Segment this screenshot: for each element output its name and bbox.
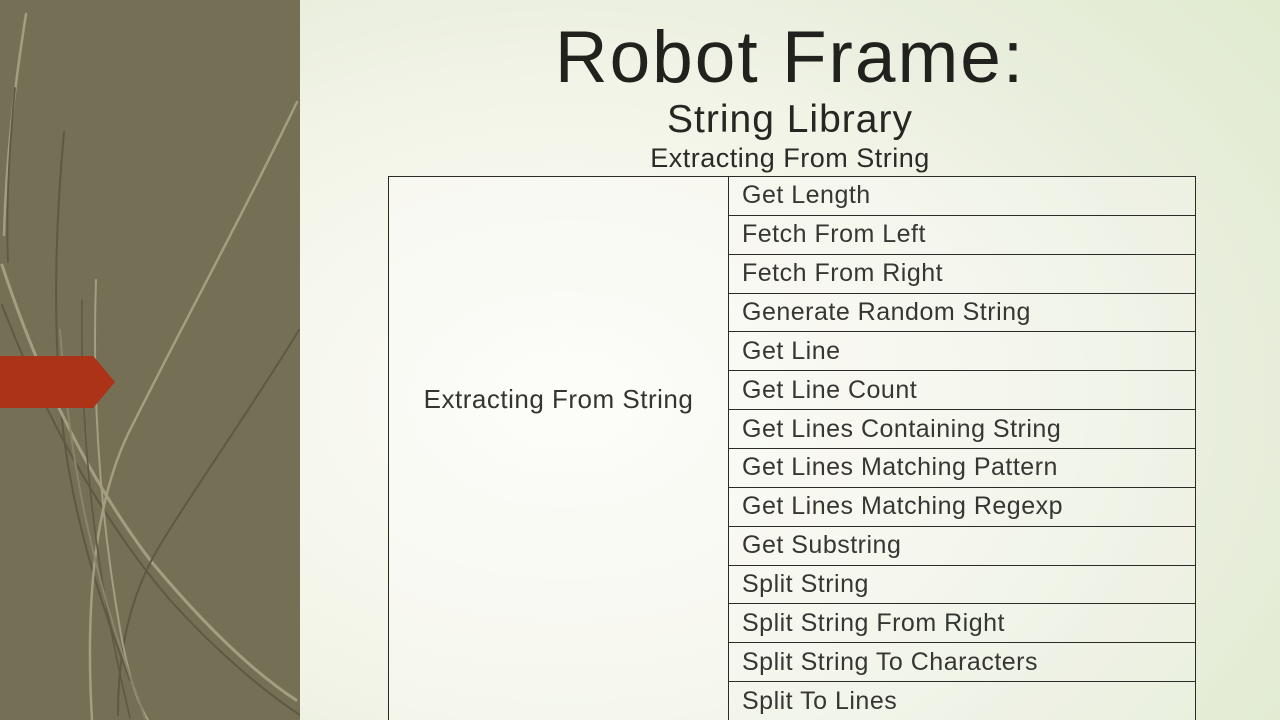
keyword-label: Get Substring (742, 531, 902, 560)
table-row (729, 410, 1195, 449)
category-label: Extracting From String (423, 384, 694, 414)
keyword-label: Split String (742, 570, 869, 599)
keyword-label: Split String To Characters (742, 647, 1038, 676)
table-category-cell (389, 177, 729, 720)
keyword-label: Get Lines Matching Pattern (742, 453, 1058, 482)
table-row (729, 332, 1195, 371)
keyword-label: Get Line (742, 336, 841, 365)
slide-content (300, 0, 1280, 720)
keyword-label: Get Lines Matching Regexp (742, 492, 1064, 521)
sidebar-decoration (0, 0, 300, 720)
table-row (729, 371, 1195, 410)
keyword-label: Fetch From Right (742, 259, 944, 288)
keyword-label: Get Lines Containing String (742, 414, 1062, 443)
table-row (729, 449, 1195, 488)
table-row (729, 566, 1195, 605)
table-row (729, 177, 1195, 216)
keyword-label: Generate Random String (742, 298, 1031, 326)
string-keywords-table (388, 176, 1196, 720)
keyword-label: Get Line Count (742, 375, 918, 404)
keyword-label: Split To Lines (742, 686, 898, 715)
table-row (729, 643, 1195, 682)
table-row (729, 527, 1195, 566)
table-row (729, 682, 1195, 720)
keyword-label: Split String From Right (742, 608, 1005, 637)
table-row (729, 216, 1195, 255)
red-arrow-icon (0, 356, 115, 408)
page-subtitle: String Library (667, 98, 913, 141)
section-heading: Extracting From String (650, 143, 930, 173)
keyword-label: Fetch From Left (742, 220, 926, 249)
keyword-label: Get Length (742, 181, 871, 210)
table-row (729, 488, 1195, 527)
page-title: Robot Frame: (554, 17, 1026, 98)
table-row (729, 255, 1195, 294)
keyword-rows (729, 177, 1195, 720)
table-row (729, 604, 1195, 643)
table-row (729, 294, 1195, 333)
